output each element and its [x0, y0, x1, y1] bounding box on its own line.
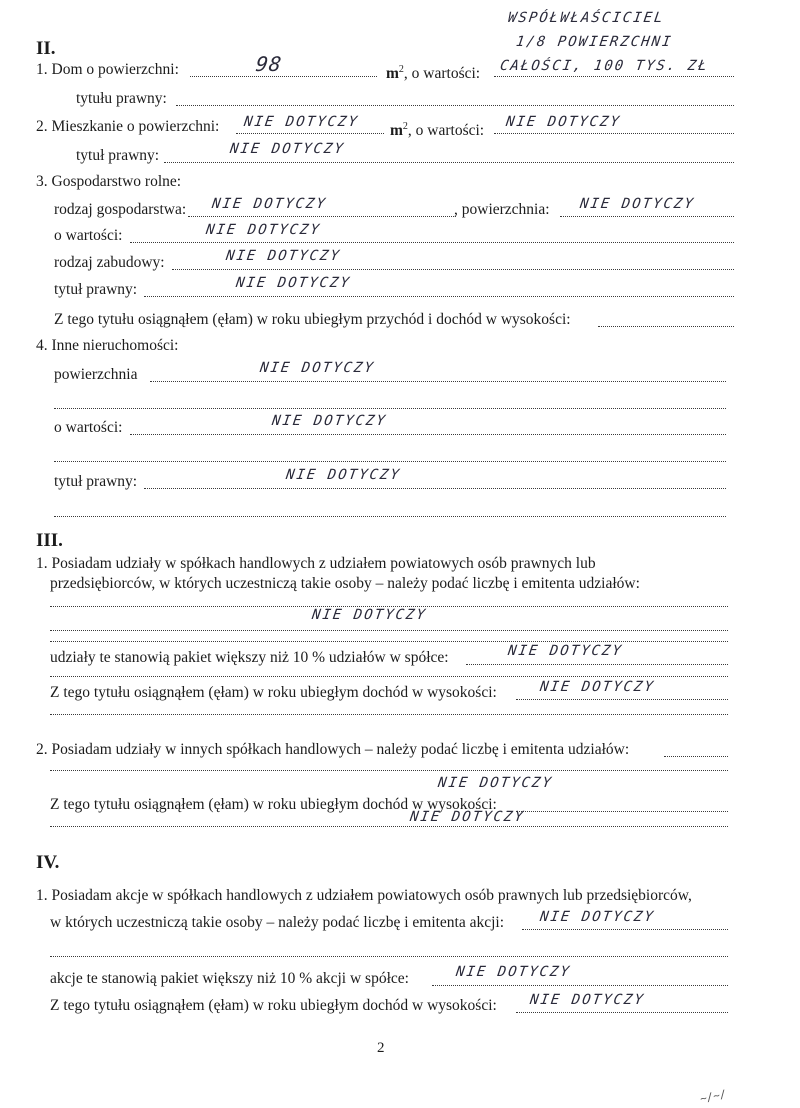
farm-value-value: NIE DOTYCZY [204, 222, 322, 238]
house-title-label: tytułu prawny: [76, 90, 167, 107]
farm-income-line [598, 326, 734, 327]
flat-value: NIE DOTYCZY [504, 114, 622, 130]
other-area-line [150, 381, 726, 382]
handwritten-note-line1: WSPÓŁWŁAŚCICIEL [506, 10, 666, 26]
iii-p1-line-c [50, 641, 728, 642]
iii-p1-line2: przedsiębiorców, w których uczestniczą takie osoby – należy podać liczbę i emitenta udziałów: [50, 575, 640, 592]
flat-title-label: tytuł prawny: [76, 147, 160, 164]
iv-income-line [516, 1012, 728, 1013]
farm-type-value: NIE DOTYCZY [210, 196, 328, 212]
other-label: 4. Inne nieruchomości: [36, 337, 179, 354]
iii-share-line [466, 664, 728, 665]
iii-p2-income-label: Z tego tytułu osiągnąłem (ęłam) w roku ubiegłym dochód w wysokości: [50, 796, 497, 813]
initials-scribble: ~/~/ [698, 1087, 728, 1106]
farm-title-label: tytuł prawny: [54, 281, 138, 298]
iv-p1-answer-line [522, 929, 728, 930]
other-title-line [144, 488, 726, 489]
house-title-line [176, 105, 734, 106]
iii-p1-line1: 1. Posiadam udziały w spółkach handlowych z udziałem powiatowych osób prawnych lub [36, 555, 596, 572]
iii-p2-income-line [516, 811, 728, 812]
flat-title-line [164, 162, 734, 163]
farm-build-line [172, 269, 734, 270]
flat-title-value: NIE DOTYCZY [228, 141, 346, 157]
iii-income-value: NIE DOTYCZY [538, 679, 656, 695]
iii-share-label: udziały te stanowią pakiet większy niż 10 % udziałów w spółce: [50, 649, 449, 666]
flat-value-line [494, 133, 734, 134]
farm-build-label: rodzaj zabudowy: [54, 254, 165, 271]
iii-p1-line-b [50, 630, 728, 631]
iv-income-label: Z tego tytułu osiągnąłem (ęłam) w roku ubiegłym dochód w wysokości: [50, 997, 497, 1014]
house-value-line [494, 76, 734, 77]
other-area-line2 [54, 408, 726, 409]
iv-p1-line2: w których uczestniczą takie osoby – należy podać liczbę i emitenta akcji: [50, 914, 505, 931]
farm-build-value: NIE DOTYCZY [224, 248, 342, 264]
iii-p2-income-line2 [50, 826, 728, 827]
house-label: 1. Dom o powierzchni: [36, 61, 179, 78]
iii-p2-fill [664, 756, 728, 757]
other-value-line [130, 434, 726, 435]
flat-label: 2. Mieszkanie o powierzchni: [36, 118, 220, 135]
other-value-label: o wartości: [54, 419, 123, 436]
iii-p2-answer: NIE DOTYCZY [436, 775, 554, 791]
house-area-value: 98 [254, 52, 284, 76]
farm-area-label: , powierzchnia: [454, 201, 550, 218]
farm-label: 3. Gospodarstwo rolne: [36, 173, 182, 190]
house-area-line [190, 76, 377, 77]
iii-p2-line-a [50, 770, 728, 771]
farm-title-line [144, 296, 734, 297]
section-iii-heading: III. [36, 530, 63, 551]
flat-area-line [236, 133, 384, 134]
iii-p2-line: 2. Posiadam udziały w innych spółkach handlowych – należy podać liczbę i emitenta udziałów: [36, 741, 630, 758]
page-number: 2 [377, 1040, 385, 1056]
iii-income-line [516, 699, 728, 700]
farm-area-line [560, 216, 734, 217]
section-iv-heading: IV. [36, 852, 60, 873]
house-value: CAŁOŚCI, 100 TYS. ZŁ [498, 58, 710, 74]
farm-value-line [130, 242, 734, 243]
iv-p1-answer: NIE DOTYCZY [538, 909, 656, 925]
other-area-label: powierzchnia [54, 366, 138, 383]
other-value-line2 [54, 461, 726, 462]
farm-type-line [188, 216, 456, 217]
farm-type-label: rodzaj gospodarstwa: [54, 201, 187, 218]
iii-share-line2 [50, 676, 728, 677]
iv-share-line [432, 985, 728, 986]
house-unit: $m^2$, o wartości: [386, 64, 481, 83]
iii-p2-income-value: NIE DOTYCZY [408, 809, 526, 825]
farm-value-label: o wartości: [54, 227, 123, 244]
iii-income-label: Z tego tytułu osiągnąłem (ęłam) w roku ubiegłym dochód w wysokości: [50, 684, 497, 701]
iii-income-line2 [50, 714, 728, 715]
flat-unit: $m^2$, o wartości: [390, 121, 485, 140]
farm-area-value: NIE DOTYCZY [578, 196, 696, 212]
farm-income-label: Z tego tytułu osiągnąłem (ęłam) w roku ubiegłym przychód i dochód w wysokości: [54, 311, 571, 328]
other-value-value: NIE DOTYCZY [270, 413, 388, 429]
iv-share-value: NIE DOTYCZY [454, 964, 572, 980]
other-area-value: NIE DOTYCZY [258, 360, 376, 376]
farm-title-value: NIE DOTYCZY [234, 275, 352, 291]
other-title-label: tytuł prawny: [54, 473, 138, 490]
flat-area-value: NIE DOTYCZY [242, 114, 360, 130]
iv-share-label: akcje te stanowią pakiet większy niż 10 % akcji w spółce: [50, 970, 409, 987]
iii-share-value: NIE DOTYCZY [506, 643, 624, 659]
other-title-line2 [54, 516, 726, 517]
iv-p1-line-a [50, 956, 728, 957]
iv-income-value: NIE DOTYCZY [528, 992, 646, 1008]
iii-p1-answer: NIE DOTYCZY [310, 607, 428, 623]
handwritten-note-line2: 1/8 POWIERZCHNI [514, 34, 674, 50]
other-title-value: NIE DOTYCZY [284, 467, 402, 483]
iv-p1-line1: 1. Posiadam akcje w spółkach handlowych z udziałem powiatowych osób prawnych lub przedsiębiorców, [36, 887, 692, 904]
section-ii-heading: II. [36, 38, 56, 59]
